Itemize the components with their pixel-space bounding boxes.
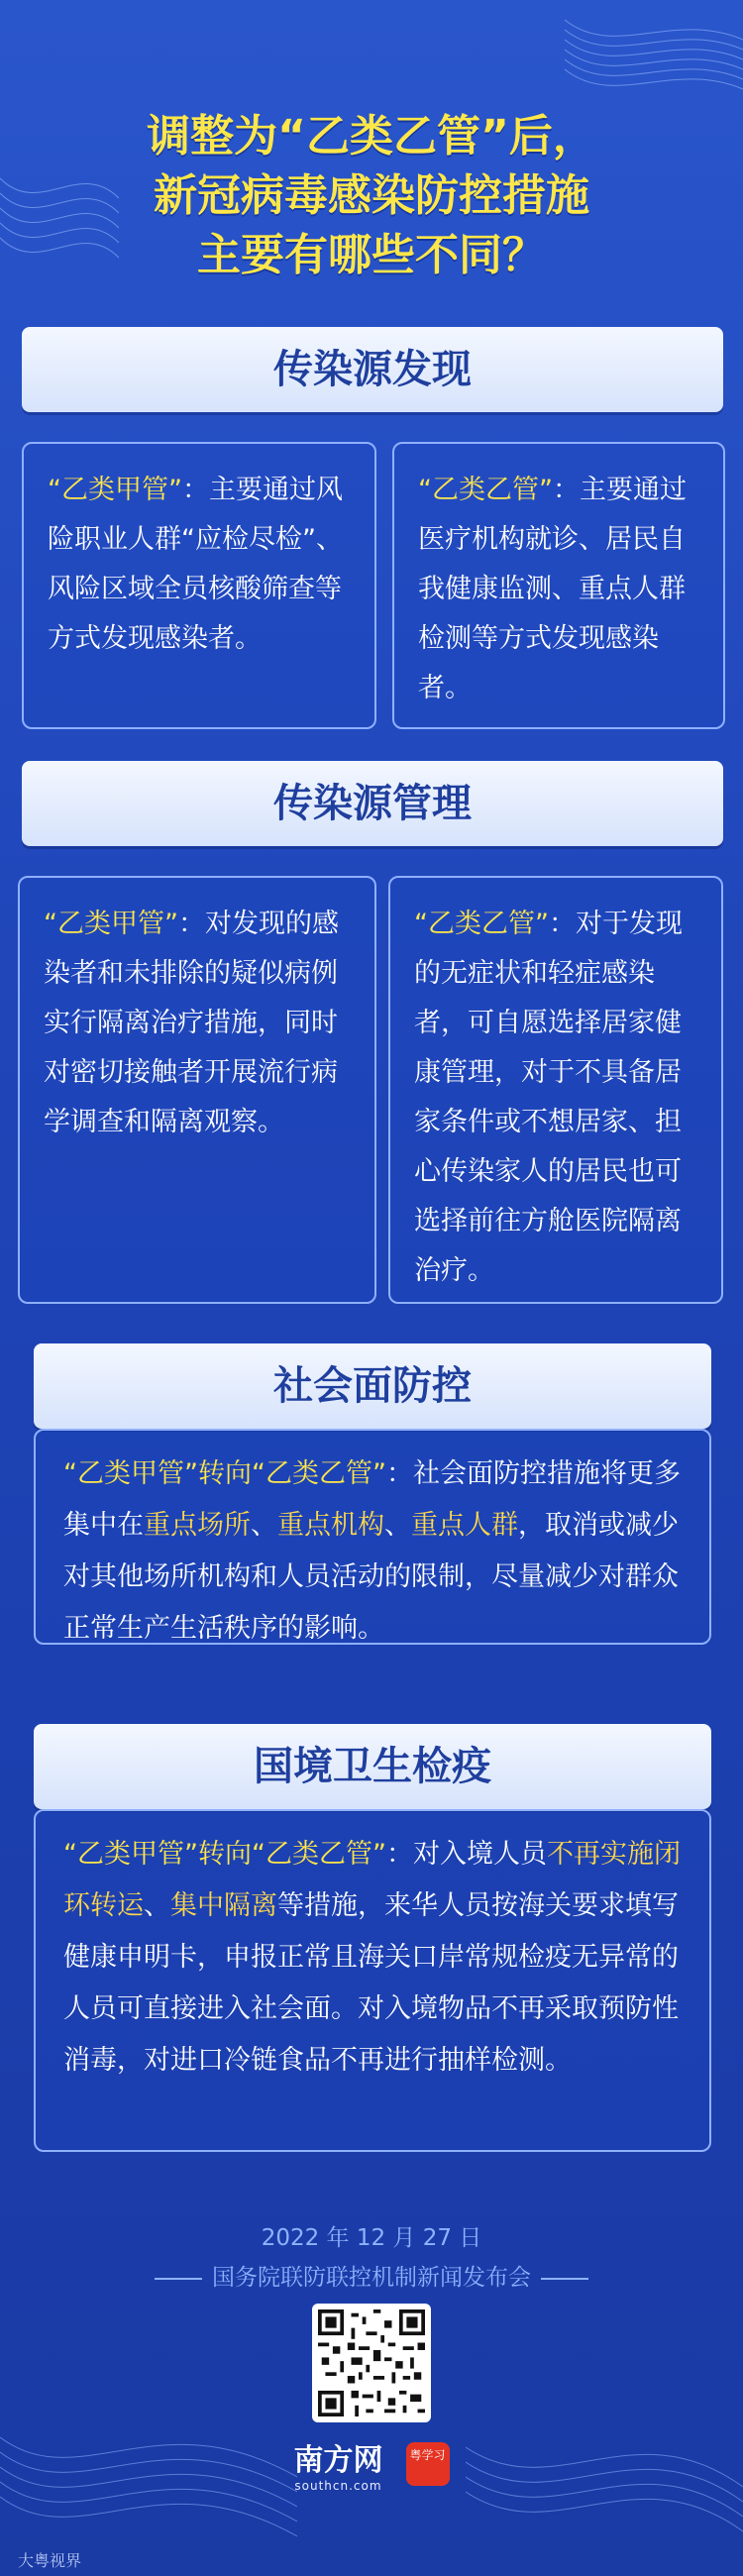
card-text-b: ，取消或减少对其他场所机构和人员活动的限制，尽量减少对群众正常生产生活秩序的影响。 [63, 1510, 679, 1644]
separator: 、 [251, 1510, 277, 1541]
section-heading-social-control: 社会面防控 [34, 1343, 711, 1429]
card-text: ：对于发现的无症状和轻症感染者，可自愿选择居家健康管理，对于不具备居家条件或不想居家、担心传染家人的居民也可选择前往方舱医院隔离治疗。 [414, 909, 683, 1286]
divider-line [541, 2278, 588, 2280]
title-line-3: 主要有哪些不同？ [197, 230, 546, 280]
highlight-centralized-quarantine: 集中隔离 [170, 1890, 277, 1921]
card-label: “乙类甲管”转向“乙类乙管” [63, 1839, 386, 1870]
card-text-b: 等措施，来华人员按海关要求填写健康申明卡，申报正常且海关口岸常规检疫无异常的人员可直接进入社会面。对入境物品不再采取预防性消毒，对进口冷链食品不再进行抽样检测。 [63, 1890, 679, 2076]
section-heading-border-quarantine: 国境卫生检疫 [34, 1724, 711, 1809]
card-class-b-class-a-management [18, 876, 376, 1304]
card-social-control [34, 1429, 711, 1645]
card-label: “乙类乙管” [414, 909, 549, 939]
card-label: “乙类甲管”转向“乙类乙管” [63, 1458, 386, 1489]
card-label: “乙类甲管” [48, 475, 182, 505]
card-class-b-class-b-management [388, 876, 723, 1304]
qr-code[interactable] [312, 2304, 431, 2422]
card-text: ：对发现的感染者和未排除的疑似病例实行隔离治疗措施，同时对密切接触者开展流行病学调查和隔离观察。 [44, 909, 339, 1137]
watermark: 大粤视界 [18, 2551, 82, 2570]
highlight-no-closed-loop-transfer: 不再实施闭环转运 [63, 1839, 681, 1921]
card-text-a: ：对入境人员 [385, 1839, 547, 1870]
southcn-logo-text: 南方网 [293, 2443, 383, 2478]
card-label: “乙类乙管” [418, 475, 553, 505]
card-text-a: ：社会面防控措施将更多集中在 [63, 1458, 681, 1541]
section-heading-source-detection: 传染源发现 [22, 327, 723, 412]
title-line-1: 调整为“乙类乙管”后， [147, 111, 596, 161]
highlight-key-places: 重点场所 [144, 1510, 251, 1541]
yuexuexi-logo-text: 粤学习 [409, 2448, 446, 2462]
southcn-logo-subtext: southcn.com [294, 2479, 382, 2493]
highlight-key-groups: 重点人群 [411, 1510, 518, 1541]
source-organization [0, 2259, 743, 2292]
yuexuexi-logo [406, 2442, 450, 2486]
section-heading-source-management: 传染源管理 [22, 761, 723, 846]
page-title [0, 107, 743, 285]
separator: 、 [384, 1510, 411, 1541]
card-text: ：主要通过风险职业人群“应检尽检”、风险区域全员核酸筛查等方式发现感染者。 [48, 475, 343, 654]
publish-date: 2022 年 12 月 27 日 [261, 2225, 482, 2251]
divider-line [155, 2278, 202, 2280]
card-label: “乙类甲管” [44, 909, 178, 939]
card-class-b-class-a-detection [22, 442, 376, 729]
separator: 、 [144, 1890, 170, 1921]
card-class-b-class-b-detection [392, 442, 725, 729]
highlight-key-institutions: 重点机构 [277, 1510, 384, 1541]
title-line-2: 新冠病毒感染防控措施 [154, 170, 589, 221]
source-organization-text: 国务院联防联控机制新闻发布会 [212, 2265, 531, 2291]
card-text: ：主要通过医疗机构就诊、居民自我健康监测、重点人群检测等方式发现感染者。 [418, 475, 687, 703]
card-border-quarantine [34, 1809, 711, 2152]
southcn-logo [293, 2435, 382, 2493]
partner-logos [0, 2435, 743, 2493]
